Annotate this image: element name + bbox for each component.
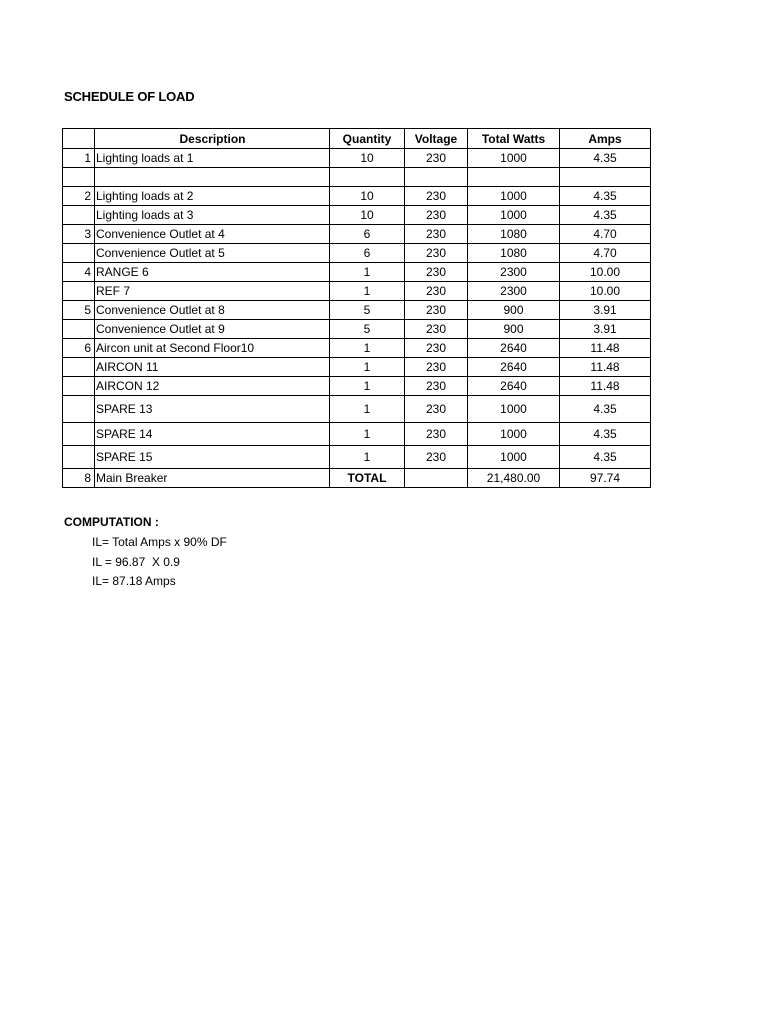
row-voltage: 230 bbox=[405, 206, 468, 225]
header-amps: Amps bbox=[560, 129, 651, 149]
row-amps: 11.48 bbox=[560, 339, 651, 358]
row-voltage: 230 bbox=[405, 149, 468, 168]
row-number: 5 bbox=[63, 301, 95, 320]
row-total-watts: 2640 bbox=[468, 339, 560, 358]
table-row bbox=[63, 282, 651, 301]
page-title: SCHEDULE OF LOAD bbox=[64, 89, 195, 104]
row-number bbox=[63, 358, 95, 377]
row-voltage: 230 bbox=[405, 187, 468, 206]
row-total-watts bbox=[468, 168, 560, 187]
table-row bbox=[63, 358, 651, 377]
row-amps: 97.74 bbox=[560, 469, 651, 488]
row-number bbox=[63, 168, 95, 187]
row-voltage: 230 bbox=[405, 339, 468, 358]
header-description: Description bbox=[95, 129, 330, 149]
table-row bbox=[63, 149, 651, 168]
row-amps: 11.48 bbox=[560, 377, 651, 396]
header-total-watts: Total Watts bbox=[468, 129, 560, 149]
header-no bbox=[63, 129, 95, 149]
row-quantity: 10 bbox=[330, 206, 405, 225]
row-amps: 11.48 bbox=[560, 358, 651, 377]
row-amps: 4.35 bbox=[560, 446, 651, 469]
row-number bbox=[63, 377, 95, 396]
table-row bbox=[63, 168, 651, 187]
computation-section bbox=[64, 515, 227, 592]
row-total-watts: 1000 bbox=[468, 149, 560, 168]
header-quantity: Quantity bbox=[330, 129, 405, 149]
table-row bbox=[63, 320, 651, 339]
row-description: Lighting loads at 1 bbox=[95, 149, 330, 168]
table-row bbox=[63, 206, 651, 225]
table-row bbox=[63, 469, 651, 488]
row-total-watts: 1000 bbox=[468, 187, 560, 206]
row-voltage: 230 bbox=[405, 301, 468, 320]
row-number bbox=[63, 320, 95, 339]
row-number bbox=[63, 206, 95, 225]
row-quantity: 6 bbox=[330, 244, 405, 263]
table-row bbox=[63, 244, 651, 263]
row-description bbox=[95, 168, 330, 187]
computation-line: IL= 87.18 Amps bbox=[92, 574, 176, 588]
row-description: Lighting loads at 3 bbox=[95, 206, 330, 225]
row-voltage: 230 bbox=[405, 282, 468, 301]
row-total-watts: 1000 bbox=[468, 423, 560, 446]
row-number: 4 bbox=[63, 263, 95, 282]
row-number bbox=[63, 396, 95, 423]
row-voltage: 230 bbox=[405, 244, 468, 263]
row-total-watts: 1000 bbox=[468, 206, 560, 225]
row-voltage: 230 bbox=[405, 263, 468, 282]
table-row bbox=[63, 423, 651, 446]
row-total-watts: 2640 bbox=[468, 358, 560, 377]
table-row bbox=[63, 263, 651, 282]
row-voltage: 230 bbox=[405, 358, 468, 377]
row-voltage bbox=[405, 168, 468, 187]
row-quantity: 1 bbox=[330, 339, 405, 358]
row-voltage: 230 bbox=[405, 396, 468, 423]
row-description: Convenience Outlet at 4 bbox=[95, 225, 330, 244]
row-quantity: 10 bbox=[330, 187, 405, 206]
load-schedule-table bbox=[62, 128, 651, 488]
row-number: 8 bbox=[63, 469, 95, 488]
row-total-watts: 2300 bbox=[468, 263, 560, 282]
row-description: Lighting loads at 2 bbox=[95, 187, 330, 206]
row-description: SPARE 13 bbox=[95, 396, 330, 423]
row-number: 1 bbox=[63, 149, 95, 168]
row-quantity: 1 bbox=[330, 423, 405, 446]
row-amps: 4.35 bbox=[560, 423, 651, 446]
row-amps: 4.35 bbox=[560, 149, 651, 168]
row-voltage: 230 bbox=[405, 423, 468, 446]
row-number: 3 bbox=[63, 225, 95, 244]
row-voltage bbox=[405, 469, 468, 488]
row-number: 2 bbox=[63, 187, 95, 206]
row-quantity: 1 bbox=[330, 358, 405, 377]
table-row bbox=[63, 187, 651, 206]
row-amps: 4.70 bbox=[560, 244, 651, 263]
row-total-watts: 900 bbox=[468, 320, 560, 339]
row-description: Main Breaker bbox=[95, 469, 330, 488]
computation-line: IL= Total Amps x 90% DF bbox=[92, 535, 227, 549]
table-row bbox=[63, 377, 651, 396]
row-number: 6 bbox=[63, 339, 95, 358]
row-amps: 4.35 bbox=[560, 396, 651, 423]
row-amps: 4.35 bbox=[560, 187, 651, 206]
table-row bbox=[63, 446, 651, 469]
row-number bbox=[63, 244, 95, 263]
row-amps: 4.35 bbox=[560, 206, 651, 225]
row-total-watts: 1080 bbox=[468, 244, 560, 263]
table-row bbox=[63, 339, 651, 358]
table-row bbox=[63, 225, 651, 244]
row-voltage: 230 bbox=[405, 320, 468, 339]
row-total-watts: 21,480.00 bbox=[468, 469, 560, 488]
row-amps: 3.91 bbox=[560, 301, 651, 320]
row-quantity: 10 bbox=[330, 149, 405, 168]
row-quantity: 6 bbox=[330, 225, 405, 244]
row-description: AIRCON 12 bbox=[95, 377, 330, 396]
row-amps bbox=[560, 168, 651, 187]
row-total-watts: 900 bbox=[468, 301, 560, 320]
row-description: REF 7 bbox=[95, 282, 330, 301]
row-description: SPARE 14 bbox=[95, 423, 330, 446]
row-amps: 3.91 bbox=[560, 320, 651, 339]
header-voltage: Voltage bbox=[405, 129, 468, 149]
row-description: Convenience Outlet at 9 bbox=[95, 320, 330, 339]
row-number bbox=[63, 446, 95, 469]
row-quantity: TOTAL bbox=[330, 469, 405, 488]
row-quantity bbox=[330, 168, 405, 187]
row-total-watts: 1080 bbox=[468, 225, 560, 244]
row-quantity: 5 bbox=[330, 320, 405, 339]
row-description: AIRCON 11 bbox=[95, 358, 330, 377]
row-amps: 10.00 bbox=[560, 263, 651, 282]
row-amps: 4.70 bbox=[560, 225, 651, 244]
row-quantity: 1 bbox=[330, 446, 405, 469]
table-row bbox=[63, 396, 651, 423]
row-total-watts: 2300 bbox=[468, 282, 560, 301]
row-description: Aircon unit at Second Floor10 bbox=[95, 339, 330, 358]
row-quantity: 5 bbox=[330, 301, 405, 320]
row-quantity: 1 bbox=[330, 377, 405, 396]
computation-label: COMPUTATION : bbox=[64, 515, 159, 529]
row-description: SPARE 15 bbox=[95, 446, 330, 469]
row-quantity: 1 bbox=[330, 396, 405, 423]
row-number bbox=[63, 282, 95, 301]
row-quantity: 1 bbox=[330, 282, 405, 301]
computation-line: IL = 96.87 X 0.9 bbox=[92, 554, 180, 569]
row-number bbox=[63, 423, 95, 446]
row-description: Convenience Outlet at 8 bbox=[95, 301, 330, 320]
row-voltage: 230 bbox=[405, 377, 468, 396]
row-description: Convenience Outlet at 5 bbox=[95, 244, 330, 263]
row-amps: 10.00 bbox=[560, 282, 651, 301]
row-voltage: 230 bbox=[405, 446, 468, 469]
table-row bbox=[63, 301, 651, 320]
row-total-watts: 2640 bbox=[468, 377, 560, 396]
row-voltage: 230 bbox=[405, 225, 468, 244]
row-total-watts: 1000 bbox=[468, 396, 560, 423]
row-quantity: 1 bbox=[330, 263, 405, 282]
row-description: RANGE 6 bbox=[95, 263, 330, 282]
row-total-watts: 1000 bbox=[468, 446, 560, 469]
table-header-row bbox=[63, 129, 651, 149]
